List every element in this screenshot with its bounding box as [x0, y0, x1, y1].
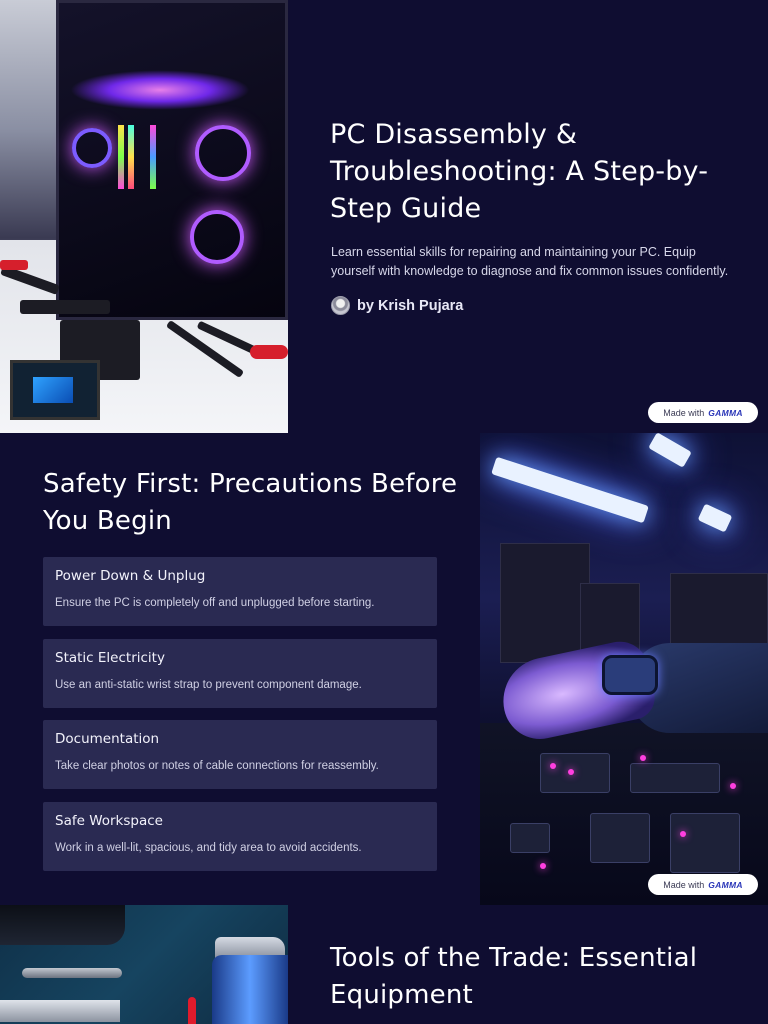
safety-card-workspace: [43, 802, 437, 871]
safety-heading: Safety First: Precautions Before You Begin: [43, 469, 458, 536]
card-title: Documentation: [55, 731, 160, 747]
gamma-logo: GAMMA: [708, 407, 743, 418]
made-with-gamma-badge[interactable]: [648, 874, 758, 895]
tools-equipment-image: [0, 905, 288, 1024]
author-byline: [331, 296, 463, 315]
author-name: by Krish Pujara: [357, 297, 464, 314]
author-avatar: [331, 296, 350, 315]
made-with-gamma-badge[interactable]: [648, 402, 758, 423]
tools-heading: Tools of the Trade: Essential Equipment: [330, 943, 698, 1010]
gamma-logo: GAMMA: [708, 879, 743, 890]
pc-case-workbench-image: [0, 0, 288, 433]
badge-prefix: Made with: [663, 407, 705, 418]
card-title: Static Electricity: [55, 650, 165, 666]
badge-prefix: Made with: [663, 879, 705, 890]
card-title: Power Down & Unplug: [55, 568, 206, 584]
slide-safety: [0, 433, 768, 905]
slide-title: [0, 0, 768, 433]
page-title: PC Disassembly & Troubleshooting: A Step-by-Step Guide: [330, 119, 709, 224]
safety-card-static: [43, 639, 437, 708]
technician-motherboard-image: [480, 433, 768, 905]
intro-description: Learn essential skills for repairing and maintaining your PC. Equip yourself with knowledge to diagnose and fix common issues confidently.: [331, 245, 729, 278]
card-description: Use an anti-static wrist strap to prevent component damage.: [55, 679, 362, 691]
card-description: Ensure the PC is completely off and unplugged before starting.: [55, 597, 375, 609]
slide-tools: [0, 905, 768, 1024]
safety-card-power: [43, 557, 437, 626]
card-description: Work in a well-lit, spacious, and tidy area to avoid accidents.: [55, 842, 362, 854]
card-description: Take clear photos or notes of cable connections for reassembly.: [55, 760, 379, 772]
safety-card-documentation: [43, 720, 437, 789]
card-title: Safe Workspace: [55, 813, 163, 829]
